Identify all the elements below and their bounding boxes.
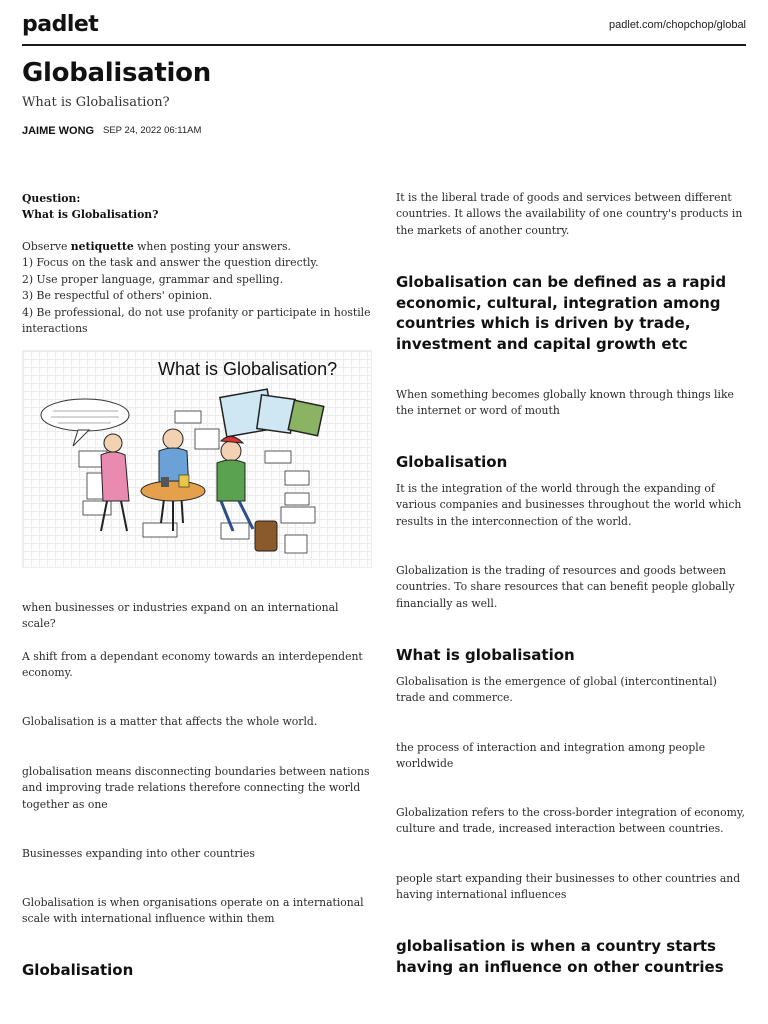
left-post-3: Globalisation is a matter that affects the whole world. [22, 715, 318, 728]
author-name: JAIME WONG [22, 125, 95, 137]
netiquette-word: netiquette [70, 240, 134, 253]
globalisation-illustration [22, 350, 372, 568]
right-post-title-4: globalisation is when a country starts having an influence on other countries [396, 937, 724, 976]
left-post-6: Globalisation is when organisations operate on a international scale with international influence within them [22, 896, 364, 926]
question-label: Question: [22, 192, 81, 205]
right-post-8: people start expanding their businesses to other countries and having international influences [396, 872, 741, 902]
padlet-logo[interactable]: padlet [22, 12, 99, 37]
right-post-1: It is the liberal trade of goods and services between different countries. It allows the availability of one country's products in the markets of another country. [396, 191, 743, 237]
left-post-2: A shift from a dependant economy towards an interdependent economy. [22, 650, 363, 680]
right-post-5: Globalisation is the emergence of global (intercontinental) trade and commerce. [396, 675, 717, 705]
left-post-1: when businesses or industries expand on an international scale? [22, 601, 339, 631]
right-post-4: Globalization is the trading of resources and goods between countries. To share resources that can benefit people globally financially as well. [396, 564, 735, 610]
question-text: What is Globalisation? [22, 208, 159, 222]
top-bar [22, 0, 746, 46]
rule-2: 2) Use proper language, grammar and spelling. [22, 272, 284, 286]
cartoon-drawing [23, 351, 373, 569]
right-post-title-2: Globalisation [396, 453, 508, 471]
left-post-title: Globalisation [22, 961, 134, 979]
right-post-6: the process of interaction and integration among people worldwide [396, 741, 706, 771]
right-post-title-3: What is globalisation [396, 646, 575, 664]
illustration-title: What is Globalisation? [158, 359, 338, 379]
left-post-5: Businesses expanding into other countries [22, 847, 255, 860]
question-post [22, 191, 372, 224]
netiquette-post [22, 239, 372, 337]
right-post-2: When something becomes globally known through things like the internet or word of mouth [396, 388, 734, 418]
right-post-3: It is the integration of the world through the expanding of various companies and businesses throughout the world which results in the interconnection of the world. [396, 482, 742, 528]
padlet-url[interactable]: padlet.com/chopchop/global [609, 19, 746, 31]
rule-4: 4) Be professional, do not use profanity or participate in hostile interactions [22, 305, 371, 336]
right-post-title-1: Globalisation can be defined as a rapid economic, cultural, integration among countries which is driven by trade, investment and capital growth etc [396, 273, 727, 353]
rule-1: 1) Focus on the task and answer the question directly. [22, 256, 319, 270]
rule-3: 3) Be respectful of others' opinion. [22, 289, 213, 303]
right-post-7: Globalization refers to the cross-border integration of economy, culture and trade, increased interaction between countries. [396, 806, 745, 836]
netiquette-line: Observe netiquette when posting your answers. [22, 240, 291, 253]
page-title: Globalisation [22, 58, 211, 88]
page-subtitle: What is Globalisation? [22, 95, 170, 110]
left-post-4: globalisation means disconnecting boundaries between nations and improving trade relations therefore connecting the world together as one [22, 765, 370, 811]
post-date: SEP 24, 2022 06:11AM [103, 125, 202, 136]
